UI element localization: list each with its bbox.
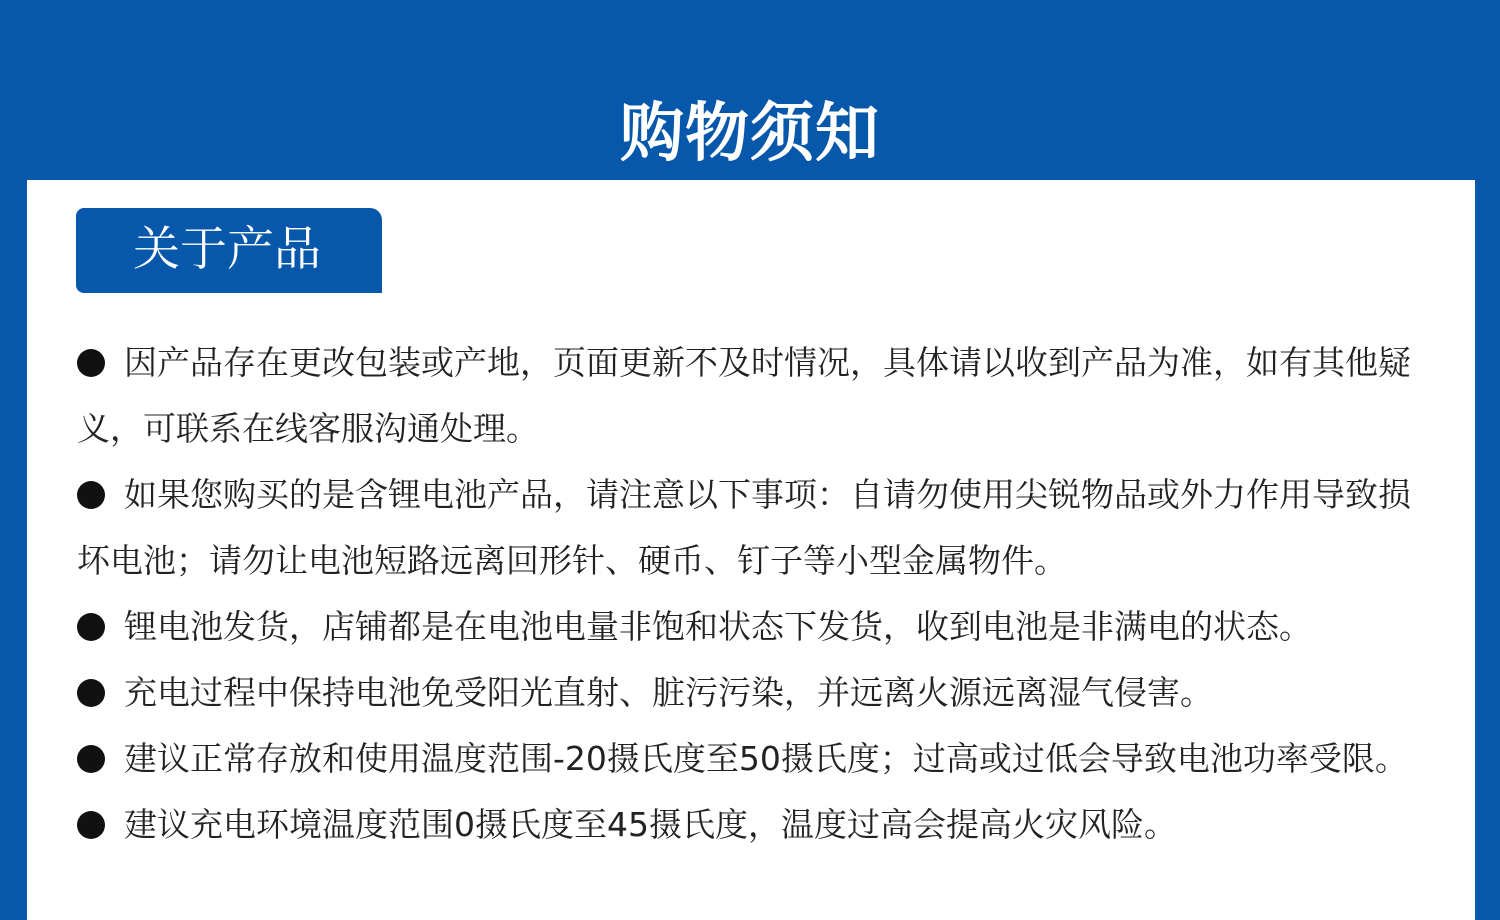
notice-item [77, 594, 1432, 660]
bullet-icon [77, 811, 105, 839]
notice-list [77, 330, 1432, 858]
notice-item [77, 660, 1432, 726]
bullet-icon [77, 679, 105, 707]
section-tab [76, 208, 382, 293]
bullet-icon [77, 613, 105, 641]
notice-item [77, 726, 1432, 792]
notice-text: 因产品存在更改包装或产地，页面更新不及时情况，具体请以收到产品为准，如有其他疑义，可联系在线客服沟通处理。 [77, 343, 1411, 448]
bullet-icon [77, 745, 105, 773]
notice-item [77, 462, 1432, 594]
section-title: 关于产品 [133, 222, 321, 277]
bullet-icon [77, 481, 105, 509]
notice-card [27, 180, 1475, 920]
notice-text: 建议正常存放和使用温度范围-20摄氏度至50摄氏度；过高或过低会导致电池功率受限。 [124, 739, 1408, 778]
notice-text: 锂电池发货，店铺都是在电池电量非饱和状态下发货，收到电池是非满电的状态。 [124, 607, 1312, 646]
bullet-icon [77, 349, 105, 377]
notice-item [77, 330, 1432, 462]
page-title: 购物须知 [620, 96, 880, 171]
notice-text: 充电过程中保持电池免受阳光直射、脏污污染，并远离火源远离湿气侵害。 [124, 673, 1213, 712]
notice-text: 建议充电环境温度范围0摄氏度至45摄氏度，温度过高会提高火灾风险。 [124, 805, 1177, 844]
notice-text: 如果您购买的是含锂电池产品，请注意以下事项：自请勿使用尖锐物品或外力作用导致损坏电池；请勿让电池短路远离回形针、硬币、钉子等小型金属物件。 [77, 475, 1411, 580]
notice-item [77, 792, 1432, 858]
